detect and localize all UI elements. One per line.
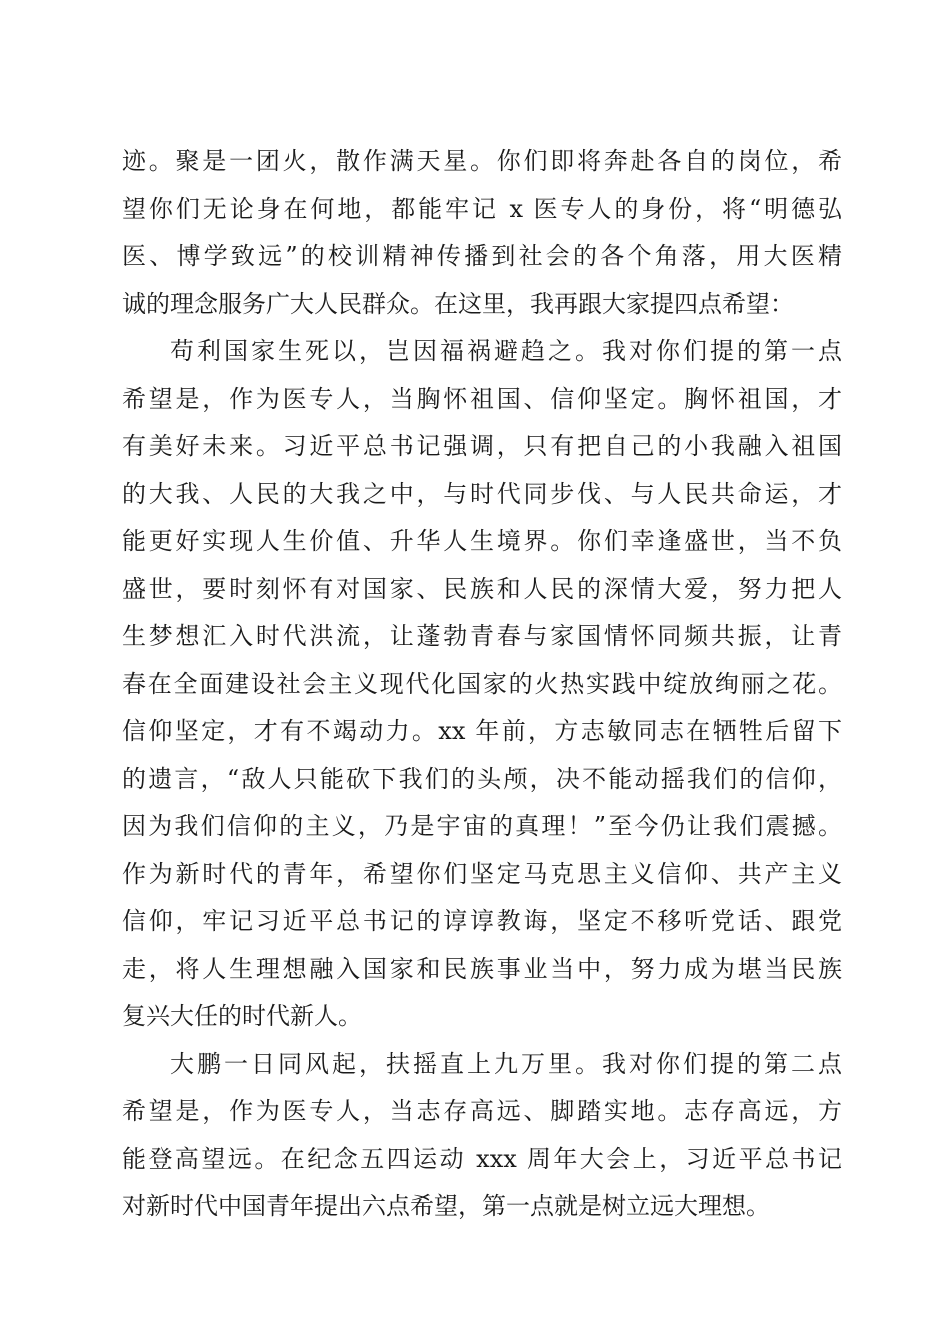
paragraph-2-line: 春在全面建设社会主义现代化国家的火热实践中绽放绚丽之花。 (122, 669, 842, 698)
paragraph-2-line: 信仰坚定，才有不竭动力。xx 年前，方志敏同志在牺牲后留下 (122, 717, 842, 745)
paragraph-2-line: 希望是，作为医专人，当胸怀祖国、信仰坚定。胸怀祖国，才 (122, 384, 842, 413)
paragraph-3-line: 能登高望远。在纪念五四运动 xxx 周年大会上，习近平总书记 (122, 1144, 842, 1173)
paragraph-1-line: 医、博学致远”的校训精神传播到社会的各个角落，用大医精 (122, 242, 842, 270)
paragraph-3-line: 对新时代中国青年提出六点希望，第一点就是树立远大理想。 (122, 1192, 770, 1220)
body-text (122, 138, 842, 1231)
paragraph-2-line: 因为我们信仰的主义，乃是宇宙的真理！”至今仍让我们震撼。 (122, 812, 842, 840)
paragraph-1-line: 望你们无论身在何地，都能牢记 x 医专人的身份，将“明德弘 (122, 194, 842, 223)
paragraph-1-line: 诚的理念服务广大人民群众。在这里，我再跟大家提四点希望： (122, 289, 794, 318)
paragraph-2-line: 苟利国家生死以，岂因福祸避趋之。我对你们提的第一点 (170, 337, 842, 365)
paragraph-1-line: 迹。聚是一团火，散作满天星。你们即将奔赴各自的岗位，希 (122, 147, 842, 175)
paragraph-2-line: 的大我、人民的大我之中，与时代同步伐、与人民共命运，才 (122, 479, 842, 508)
paragraph-2-line: 走，将人生理想融入国家和民族事业当中，努力成为堪当民族 (122, 954, 842, 983)
paragraph-2-line: 能更好实现人生价值、升华人生境界。你们幸逢盛世，当不负 (122, 527, 842, 555)
paragraph-3-line: 希望是，作为医专人，当志存高远、脚踏实地。志存高远，方 (122, 1097, 842, 1125)
paragraph-2-line: 作为新时代的青年，希望你们坚定马克思主义信仰、共产主义 (122, 859, 842, 888)
paragraph-2-line: 复兴大任的时代新人。 (122, 1002, 362, 1030)
paragraph-2-line: 信仰，牢记习近平总书记的谆谆教诲，坚定不移听党话、跟党 (122, 907, 842, 935)
paragraph-2-line: 的遗言，“敌人只能砍下我们的头颅，决不能动摇我们的信仰， (122, 764, 842, 793)
paragraph-2-line: 有美好未来。习近平总书记强调，只有把自己的小我融入祖国 (122, 432, 842, 460)
paragraph-2-line: 生梦想汇入时代洪流，让蓬勃青春与家国情怀同频共振，让青 (122, 622, 842, 650)
paragraph-3-line: 大鹏一日同风起，扶摇直上九万里。我对你们提的第二点 (170, 1049, 842, 1078)
paragraph-2-line: 盛世，要时刻怀有对国家、民族和人民的深情大爱，努力把人 (122, 574, 842, 603)
